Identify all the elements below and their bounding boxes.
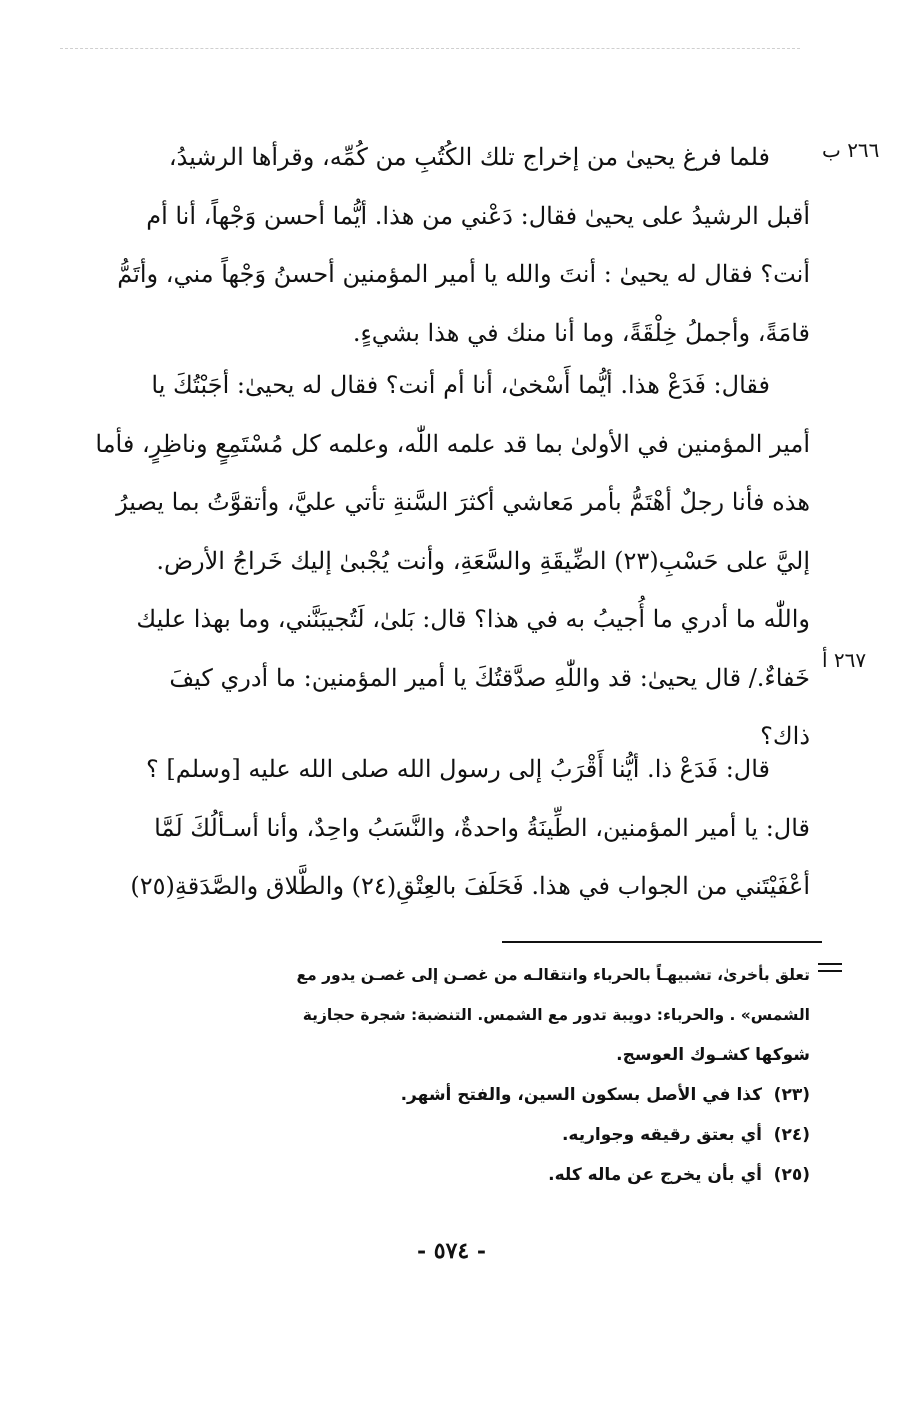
footnote-number: (٢٣) xyxy=(773,1085,810,1105)
scan-artifact-line xyxy=(60,48,800,49)
footnote-continued-line: الشمس» . والحرباء: دويبة تدور مع الشمس. التنضبة: شجرة حجازية xyxy=(302,1006,810,1024)
text-line: فقال: فَدَعْ هذا. أيُّما أَسْخىٰ، أنا أم أنت؟ فقال له يحيىٰ: أجَبْتُكَ يا xyxy=(151,371,770,399)
text-line: واللّٰه ما أدري ما أُجيبُ به في هذا؟ قال: بَلىٰ، لَتُجيبَنَّني، وما بهذا عليك xyxy=(136,605,810,633)
paragraph-2 xyxy=(95,356,810,766)
text-line: إليَّ على حَسْبِ(٢٣) الضِّيقَةِ والسَّعَةِ، وأنت يُجْبىٰ إليك خَراجُ الأرض. xyxy=(156,546,810,575)
footnote-24 xyxy=(290,1115,810,1155)
footnote-continued-line: تعلق بأخرىٰ، تشبيهـاً بالحرباء وانتقالـه من غصـن إلى غصـن يدور مع xyxy=(296,966,810,984)
text-line: فلما فرغ يحيىٰ من إخراج تلك الكُتُبِ من كُمِّه، وقرأها الرشيدُ، xyxy=(168,143,770,171)
text-line: خَفاءٌ./ قال يحيىٰ: قد واللّٰهِ صدَّقتُكَ يا أمير المؤمنين: ما أدري كيفَ xyxy=(169,663,810,692)
margin-ref-266b: ٢٦٦ ب xyxy=(822,138,880,162)
text-line: أمير المؤمنين في الأولىٰ بما قد علمه اللّٰه، وعلمه كل مُسْتَمِعٍ وناظِرٍ، فأما xyxy=(95,429,810,458)
text-line: قال: فَدَعْ ذا. أيُّنا أَقْرَبُ إلى رسول الله صلى الله عليه [وسلم] ؟ xyxy=(146,755,770,783)
text-line: ذاك؟ xyxy=(760,722,810,750)
footnote-23 xyxy=(290,1075,810,1115)
footnote-continuation-mark xyxy=(818,963,842,977)
footnote-text: أي بعتق رقيقه وجواريه. xyxy=(561,1125,762,1145)
text-line: أنت؟ فقال له يحيىٰ : أنتَ والله يا أمير المؤمنين أحسنُ وَجْهاً مني، وأتَمُّ xyxy=(117,260,810,288)
margin-ref-267a: ٢٦٧ أ xyxy=(822,648,867,672)
paragraph-3 xyxy=(95,740,810,916)
footnote-text: كذا في الأصل بسكون السين، والفتح أشهر. xyxy=(400,1085,762,1105)
text-line: أعْفَيْتَني من الجواب في هذا. فَحَلَفَ بالعِتْقِ(٢٤) والطَّلاق والصَّدَقةِ(٢٥) xyxy=(130,872,810,900)
footnote-separator xyxy=(502,941,822,943)
footnote-text: أي بأن يخرج عن ماله كله. xyxy=(548,1165,762,1185)
footnote-number: (٢٥) xyxy=(773,1165,810,1185)
footnote-number: (٢٤) xyxy=(773,1125,810,1145)
footnotes xyxy=(290,955,810,1195)
text-line: أقبل الرشيدُ على يحيىٰ فقال: دَعْني من هذا. أيُّما أحسن وَجْهاً، أنا أم xyxy=(146,201,810,230)
text-line: هذه فأنا رجلٌ أهْتَمُّ بأمر مَعاشي أكثرَ السَّنةِ تأتي عليَّ، وأتقوَّتُ بما يصيرُ xyxy=(116,488,810,516)
page-number: - ٥٧٤ - xyxy=(416,1238,487,1264)
paragraph-1 xyxy=(95,128,810,362)
text-line: قال: يا أمير المؤمنين، الطِّينَةُ واحدةٌ، والنَّسَبُ واحِدٌ، وأنا أسـألُكَ لَمَّا xyxy=(154,813,810,842)
text-line: قامَةً، وأجملُ خِلْقَةً، وما أنا منك في هذا بشيءٍ. xyxy=(352,318,810,347)
footnote-continued-line: شوكها كشـوك العوسج. xyxy=(616,1045,810,1065)
footnote-25 xyxy=(290,1155,810,1195)
